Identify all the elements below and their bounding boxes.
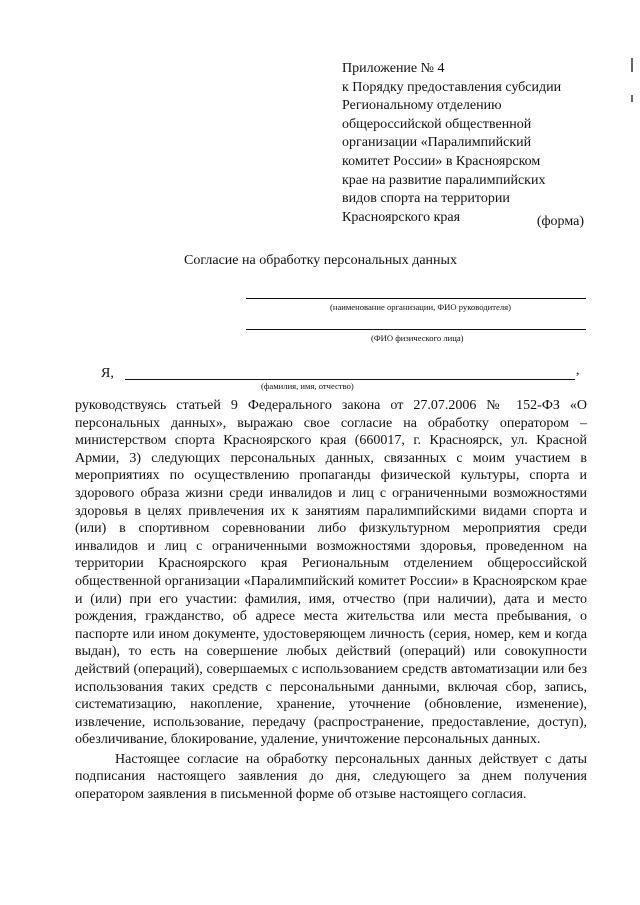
document-title: Согласие на обработку персональных данных <box>184 253 457 268</box>
appendix-line: Приложение № 4 <box>342 61 445 76</box>
appendix-line: Красноярского края <box>342 209 461 225</box>
appendix-line: общероссийской общественной <box>342 116 532 132</box>
fio-line <box>125 379 575 380</box>
consent-paragraph: руководствуясь статьей 9 Федерального закона от 27.07.2006 № 152-ФЗ «О персональных данных», выражаю свое согласие на обработку оператором – министерством спорта Красноярского края (660017, г. Красноярск, ул. Красной Армии, 3) следующих персональных данных, связанных с моим участием в мероприятиях по осуществлению пропаганды физической культуры, спорта и здорового образа жизни среди инвалидов и лиц с ограниченными возможностями здоровья в целях привлечения их к занятиям паралимпийскими видами спорта и (или) в спортивном соревновании либо физкультурном мероприятия среди инвалидов и лиц с ограниченными возможностями здоровья, проведенном на территории Красноярского края Региональным отделением общероссийской общественной организации «Паралимпийский комитет России» в Красноярском крае и (или) при его участии: фамилия, имя, отчество (при наличии), дата и место рождения, гражданство, об адресе места жительства или места пребывания, о паспорте или ином документе, удостоверяющем личность (серия, номер, кем и когда выдан), то есть на совершение любых действий (операций) или совокупности действий (операций), совершаемых с использованием средств автоматизации или без использования таких средств с персональными данными, включая сбор, запись, систематизацию, накопление, хранение, уточнение (обновление, изменение), извлечение, использование, передачу (распространение, предоставление, доступ), обезличивание, блокирование, удаление, уничтожение персональных данных. <box>75 398 587 748</box>
scan-edge-mark <box>631 95 633 102</box>
form-label: (форма) <box>536 214 584 229</box>
organization-caption: (наименование организации, ФИО руководителя) <box>330 302 511 312</box>
organization-line <box>246 298 586 299</box>
scan-edge-mark <box>631 58 633 72</box>
appendix-header <box>342 60 602 227</box>
appendix-line: комитет России» в Красноярском <box>342 153 541 169</box>
person-caption: (ФИО физического лица) <box>371 333 464 343</box>
appendix-line: Региональному отделению <box>342 98 502 114</box>
appendix-line: видов спорта на территории <box>342 191 510 207</box>
fio-comma: , <box>576 363 580 378</box>
consent-validity-paragraph: Настоящее согласие на обработку персональных данных действует с даты подписания настоящего заявления до дня, следующего за днем получения оператором заявления в письменной форме об отзыве настоящего согласия. <box>75 751 587 803</box>
appendix-line: к Порядку предоставления субсидии <box>342 79 562 95</box>
person-line <box>246 329 586 330</box>
consent-body <box>75 397 587 804</box>
appendix-line: крае на развитие паралимпийских <box>342 172 546 188</box>
ya-label: Я, <box>101 366 114 381</box>
fio-caption: (фамилия, имя, отчество) <box>261 381 354 391</box>
appendix-line: организации «Паралимпийский <box>342 135 532 151</box>
